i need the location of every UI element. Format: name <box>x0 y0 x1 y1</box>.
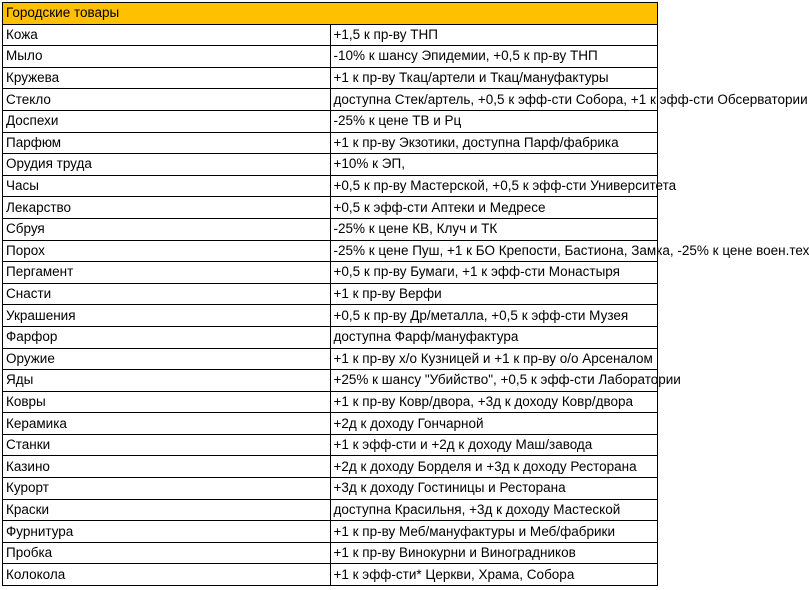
table-row <box>3 413 658 435</box>
table-row <box>3 456 658 478</box>
goods-effect-cell[interactable]: +0,5 к пр-ву Мастерской, +0,5 к эфф-сти Университета <box>330 175 658 197</box>
goods-effect-cell[interactable]: -10% к шансу Эпидемии, +0,5 к пр-ву ТНП <box>330 46 658 68</box>
city-goods-sheet <box>2 2 809 586</box>
table-row <box>3 370 658 392</box>
goods-name-cell[interactable]: Казино <box>3 456 331 478</box>
goods-name-cell[interactable]: Стекло <box>3 89 331 111</box>
goods-effect-cell[interactable]: +1 к эфф-сти и +2д к доходу Маш/завода <box>330 434 658 456</box>
goods-effect-cell[interactable]: +25% к шансу "Убийство", +0,5 к эфф-сти Лаборатории <box>330 370 658 392</box>
goods-name-cell[interactable]: Пробка <box>3 542 331 564</box>
goods-effect-cell[interactable]: +2д к доходу Гончарной <box>330 413 658 435</box>
goods-name-cell[interactable]: Орудия труда <box>3 154 331 176</box>
table-header-row <box>3 3 658 25</box>
table-row <box>3 348 658 370</box>
goods-effect-cell[interactable]: +1 к пр-ву Меб/мануфактуры и Меб/фабрики <box>330 521 658 543</box>
goods-name-cell[interactable]: Кружева <box>3 67 331 89</box>
goods-name-cell[interactable]: Сбруя <box>3 218 331 240</box>
table-row <box>3 434 658 456</box>
table-row <box>3 478 658 500</box>
goods-effect-cell[interactable]: +1 к пр-ву Винокурни и Виноградников <box>330 542 658 564</box>
goods-name-cell[interactable]: Кожа <box>3 24 331 46</box>
table-row <box>3 521 658 543</box>
table-row <box>3 175 658 197</box>
goods-effect-cell[interactable]: -25% к цене ТВ и Рц <box>330 110 658 132</box>
table-row <box>3 283 658 305</box>
goods-name-cell[interactable]: Колокола <box>3 564 331 586</box>
city-goods-table <box>2 2 809 586</box>
table-row <box>3 305 658 327</box>
goods-name-cell[interactable]: Яды <box>3 370 331 392</box>
goods-effect-cell[interactable]: +10% к ЭП, <box>330 154 658 176</box>
goods-name-cell[interactable]: Оружие <box>3 348 331 370</box>
goods-effect-cell[interactable]: доступна Стек/артель, +0,5 к эфф-сти Собора, +1 к эфф-сти Обсерватории <box>330 89 658 111</box>
goods-effect-cell[interactable]: +1 к пр-ву Ковр/двора, +3д к доходу Ковр/двора <box>330 391 658 413</box>
goods-name-cell[interactable]: Мыло <box>3 46 331 68</box>
table-row <box>3 542 658 564</box>
goods-effect-cell[interactable]: +1,5 к пр-ву ТНП <box>330 24 658 46</box>
table-row <box>3 240 658 262</box>
goods-effect-cell[interactable]: +1 к пр-ву Экзотики, доступна Парф/фабрика <box>330 132 658 154</box>
goods-effect-cell[interactable]: +1 к пр-ву Ткац/артели и Ткац/мануфактуры <box>330 67 658 89</box>
table-title[interactable]: Городские товары <box>3 3 658 25</box>
table-row <box>3 110 658 132</box>
table-row <box>3 132 658 154</box>
goods-effect-cell[interactable]: +0,5 к эфф-сти Аптеки и Медресе <box>330 197 658 219</box>
goods-effect-cell[interactable]: -25% к цене Пуш, +1 к БО Крепости, Бастиона, Замка, -25% к цене воен.тех <box>330 240 658 262</box>
goods-effect-cell[interactable]: доступна Фарф/мануфактура <box>330 326 658 348</box>
table-row <box>3 24 658 46</box>
goods-name-cell[interactable]: Краски <box>3 499 331 521</box>
goods-effect-cell[interactable]: +1 к эфф-сти* Церкви, Храма, Собора <box>330 564 658 586</box>
goods-name-cell[interactable]: Парфюм <box>3 132 331 154</box>
goods-name-cell[interactable]: Украшения <box>3 305 331 327</box>
goods-name-cell[interactable]: Доспехи <box>3 110 331 132</box>
table-row <box>3 326 658 348</box>
goods-name-cell[interactable]: Пергамент <box>3 262 331 284</box>
goods-effect-cell[interactable]: -25% к цене КВ, Клуч и ТК <box>330 218 658 240</box>
goods-name-cell[interactable]: Керамика <box>3 413 331 435</box>
goods-name-cell[interactable]: Фарфор <box>3 326 331 348</box>
table-row <box>3 154 658 176</box>
table-row <box>3 218 658 240</box>
goods-name-cell[interactable]: Снасти <box>3 283 331 305</box>
goods-effect-cell[interactable]: +1 к пр-ву Верфи <box>330 283 658 305</box>
table-row <box>3 564 658 586</box>
goods-effect-cell[interactable]: +3д к доходу Гостиницы и Ресторана <box>330 478 658 500</box>
goods-name-cell[interactable]: Фурнитура <box>3 521 331 543</box>
table-row <box>3 67 658 89</box>
goods-effect-cell[interactable]: +0,5 к пр-ву Др/металла, +0,5 к эфф-сти Музея <box>330 305 658 327</box>
goods-name-cell[interactable]: Порох <box>3 240 331 262</box>
goods-name-cell[interactable]: Курорт <box>3 478 331 500</box>
goods-name-cell[interactable]: Часы <box>3 175 331 197</box>
table-row <box>3 46 658 68</box>
goods-effect-cell[interactable]: +0,5 к пр-ву Бумаги, +1 к эфф-сти Монастыря <box>330 262 658 284</box>
table-row <box>3 262 658 284</box>
table-row <box>3 197 658 219</box>
table-row <box>3 391 658 413</box>
goods-name-cell[interactable]: Ковры <box>3 391 331 413</box>
goods-name-cell[interactable]: Лекарство <box>3 197 331 219</box>
goods-name-cell[interactable]: Станки <box>3 434 331 456</box>
table-row <box>3 89 658 111</box>
goods-effect-cell[interactable]: +2д к доходу Борделя и +3д к доходу Ресторана <box>330 456 658 478</box>
table-row <box>3 499 658 521</box>
goods-effect-cell[interactable]: доступна Красильня, +3д к доходу Мастеской <box>330 499 658 521</box>
goods-effect-cell[interactable]: +1 к пр-ву х/о Кузницей и +1 к пр-ву о/о Арсеналом <box>330 348 658 370</box>
